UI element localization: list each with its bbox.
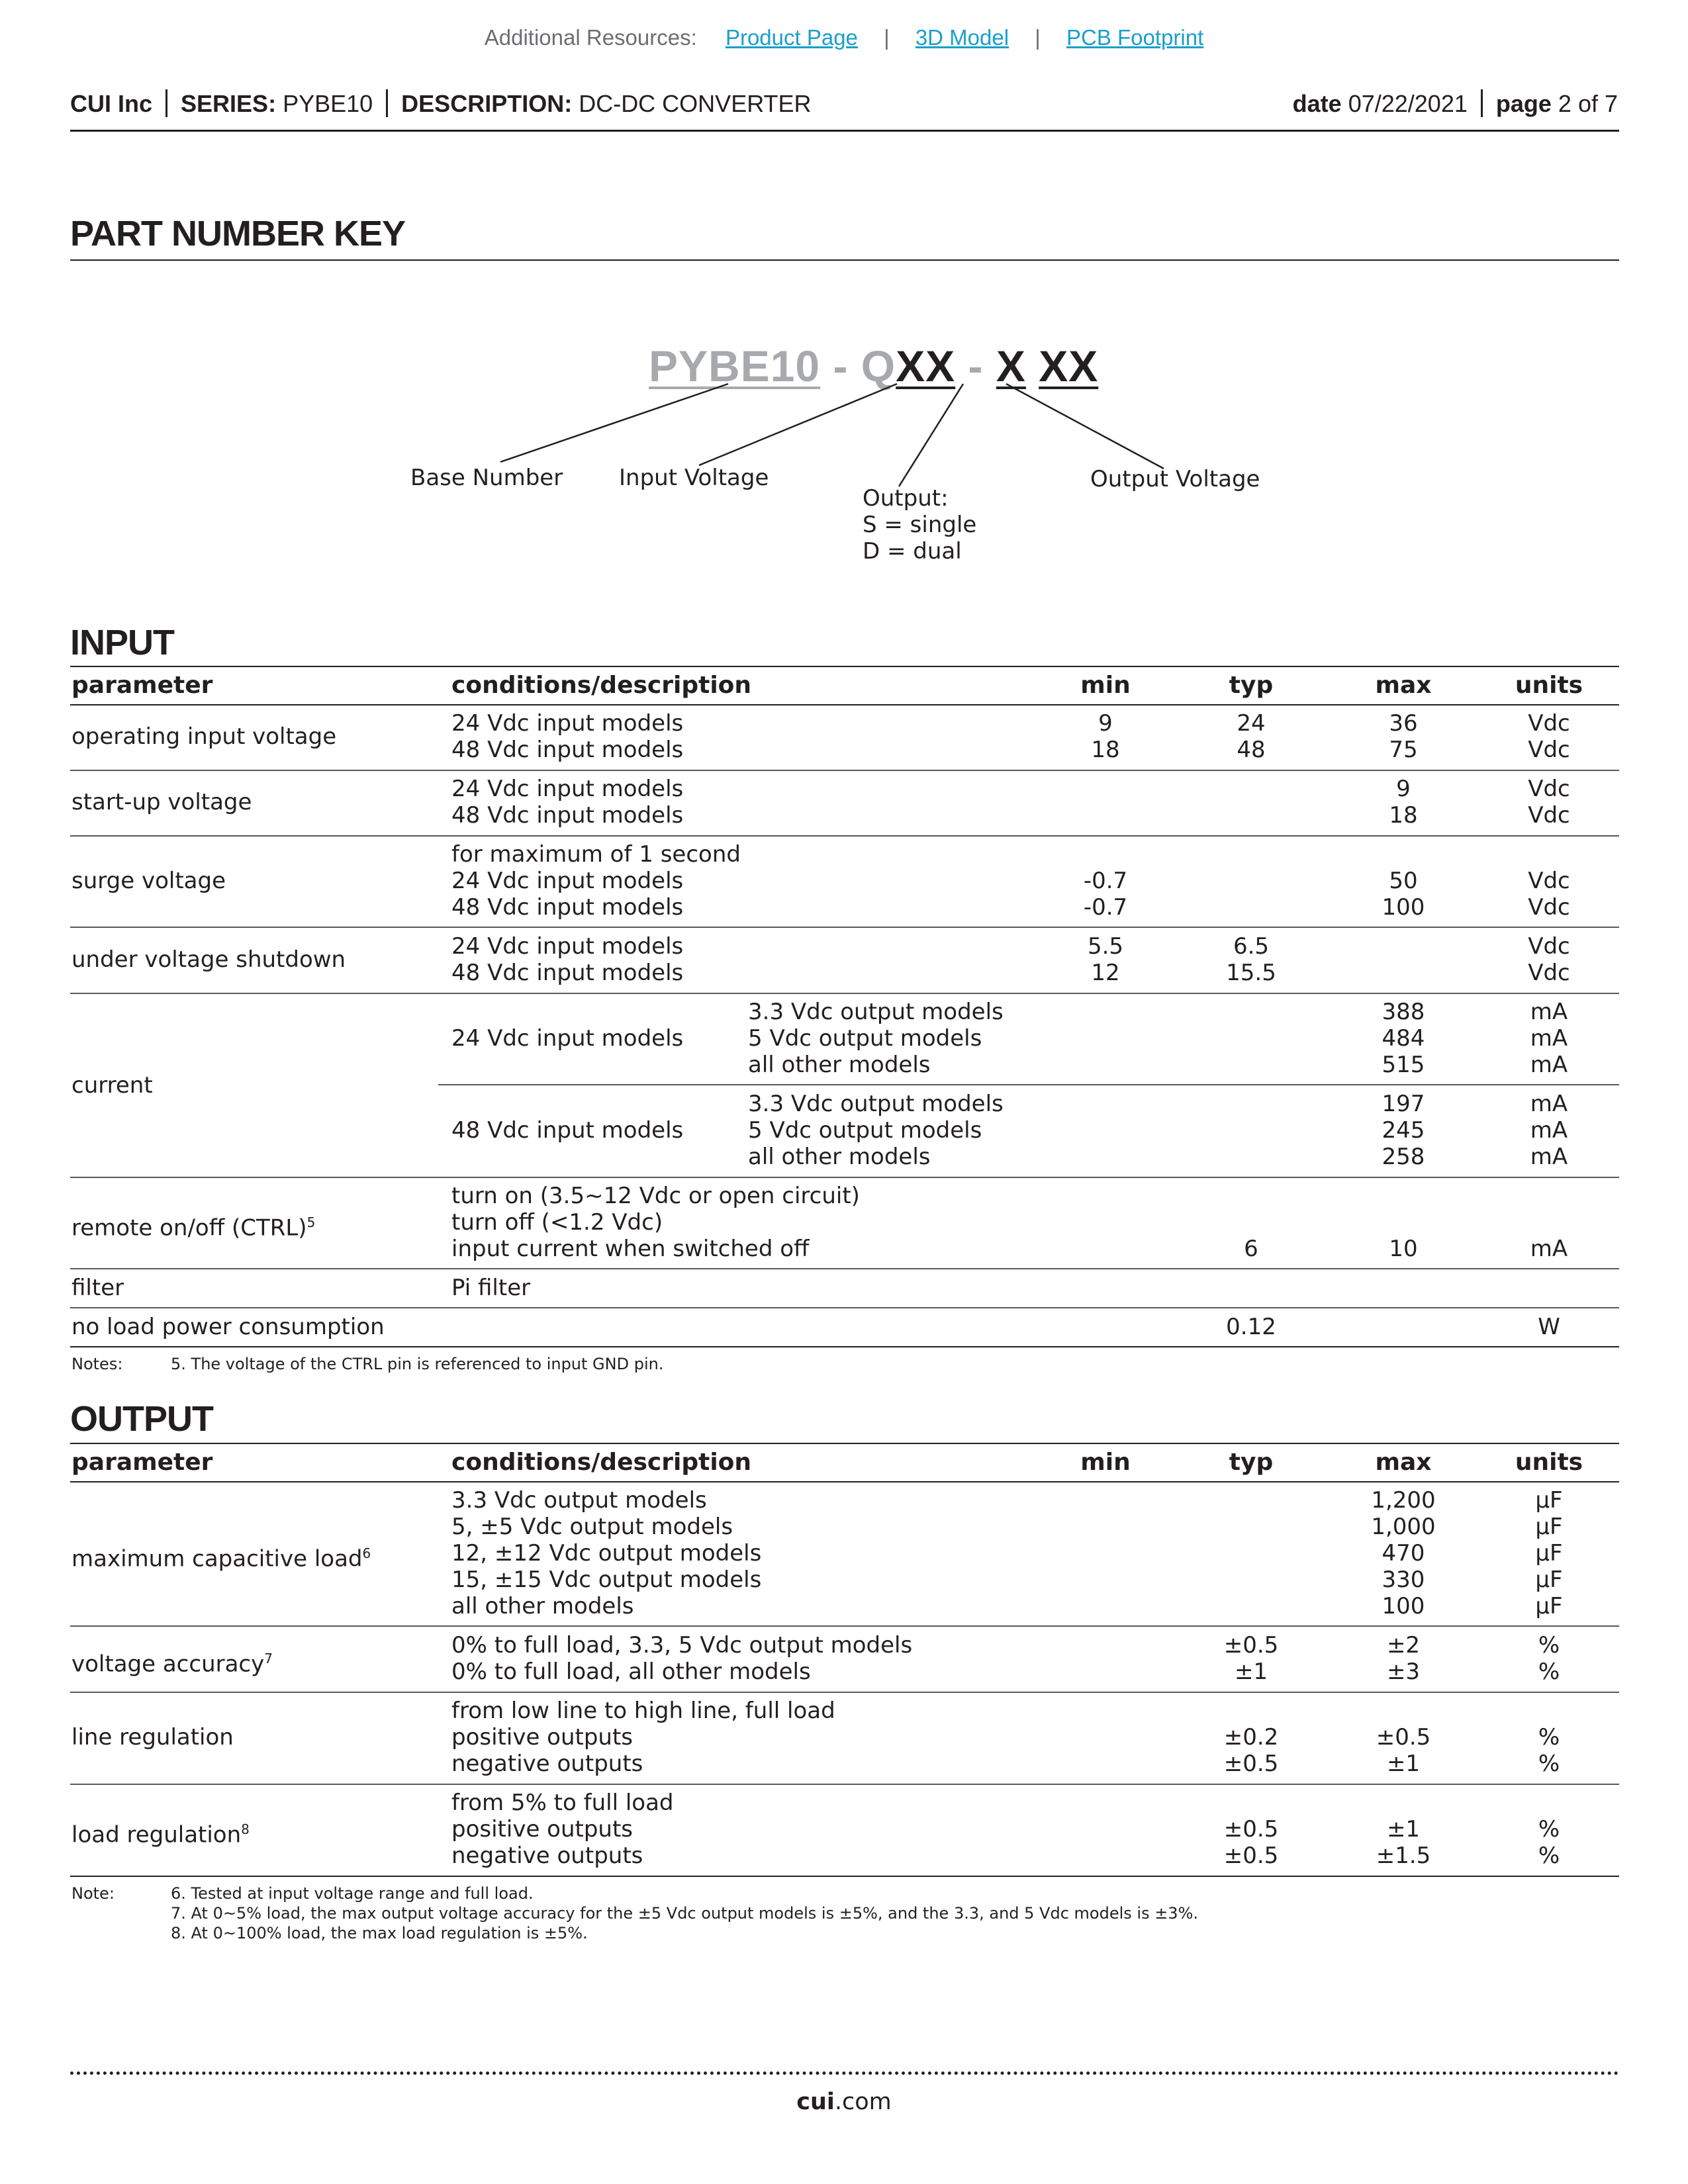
param-voltage-accuracy bbox=[71, 1645, 273, 1677]
cond-24v: 24 Vdc input models bbox=[451, 776, 684, 802]
unit-value: Vdc bbox=[1528, 737, 1570, 763]
min-value: -0.7 bbox=[1083, 894, 1128, 921]
unit-value: % bbox=[1538, 1816, 1560, 1843]
max-value: 36 bbox=[1389, 710, 1418, 737]
param-max-capacitive-load-text: maximum capacitive load bbox=[71, 1545, 363, 1572]
code-base: PYBE10 bbox=[649, 341, 821, 390]
cond-48v: 48 Vdc input models bbox=[451, 960, 684, 986]
code-output-x: X bbox=[996, 341, 1026, 390]
separator: | bbox=[1035, 25, 1041, 50]
row-rule bbox=[70, 704, 1619, 705]
unit-value: mA bbox=[1530, 999, 1568, 1025]
3d-model-link[interactable]: 3D Model bbox=[915, 25, 1009, 50]
unit-value: µF bbox=[1535, 1540, 1563, 1567]
page-label: page bbox=[1495, 90, 1552, 117]
note-7: 7. At 0~5% load, the max output voltage accuracy for the ±5 Vdc output models is ±5%, and the 3.3, and 5 Vdc models is ±3%. bbox=[171, 1904, 1199, 1923]
note-6: 6. Tested at input voltage range and full load. bbox=[171, 1884, 534, 1903]
label-base-number: Base Number bbox=[410, 465, 563, 491]
col-header-conditions: conditions/description bbox=[451, 1449, 752, 1476]
unit-value: Vdc bbox=[1528, 960, 1570, 986]
footnote-ref: 7 bbox=[264, 1651, 273, 1666]
cond-24v: 24 Vdc input models bbox=[451, 868, 684, 894]
footer-dotted-rule bbox=[70, 2071, 1619, 2075]
col-header-parameter: parameter bbox=[71, 1449, 213, 1476]
cond-positive: positive outputs bbox=[451, 1816, 633, 1843]
code-q: Q bbox=[861, 341, 896, 390]
series-value: PYBE10 bbox=[283, 90, 373, 117]
col-header-typ: typ bbox=[1229, 672, 1274, 699]
param-start-up-voltage: start-up voltage bbox=[71, 789, 252, 815]
col-header-parameter: parameter bbox=[71, 672, 213, 699]
footnote-ref: 5 bbox=[306, 1214, 316, 1230]
leader-line-input bbox=[699, 384, 897, 465]
max-value: 484 bbox=[1382, 1025, 1425, 1052]
subcond-5v: 5 Vdc output models bbox=[748, 1025, 982, 1052]
max-value: 515 bbox=[1382, 1052, 1425, 1078]
code-dash: - bbox=[820, 341, 861, 390]
param-under-voltage-shutdown: under voltage shutdown bbox=[71, 946, 346, 973]
max-value: 100 bbox=[1382, 1593, 1425, 1619]
max-value: 18 bbox=[1389, 802, 1418, 829]
col-header-typ: typ bbox=[1229, 1449, 1274, 1476]
cond-48v: 48 Vdc input models bbox=[451, 894, 684, 921]
row-rule bbox=[70, 1268, 1619, 1269]
param-operating-input-voltage: operating input voltage bbox=[71, 723, 337, 750]
typ-value: 6.5 bbox=[1233, 933, 1270, 960]
max-value: 100 bbox=[1382, 894, 1425, 921]
typ-value: ±0.2 bbox=[1223, 1724, 1279, 1751]
row-rule bbox=[70, 835, 1619, 837]
param-remote-on-off-text: remote on/off (CTRL) bbox=[71, 1214, 307, 1242]
param-load-regulation-text: load regulation bbox=[71, 1821, 242, 1848]
note-8: 8. At 0~100% load, the max load regulation is ±5%. bbox=[171, 1924, 588, 1942]
typ-value: 48 bbox=[1237, 737, 1266, 763]
subcond-other: all other models bbox=[748, 1144, 931, 1170]
cond-48v: 48 Vdc input models bbox=[451, 737, 684, 763]
row-rule bbox=[70, 1307, 1619, 1308]
col-header-units: units bbox=[1515, 1449, 1583, 1476]
typ-value: 15.5 bbox=[1226, 960, 1276, 986]
footnote-ref: 8 bbox=[241, 1821, 250, 1837]
cond-positive: positive outputs bbox=[451, 1724, 633, 1751]
description-value: DC-DC CONVERTER bbox=[579, 90, 812, 117]
max-value: ±3 bbox=[1386, 1659, 1421, 1685]
row-rule bbox=[70, 927, 1619, 928]
separator: | bbox=[884, 25, 890, 50]
company-name: CUI Inc bbox=[70, 90, 153, 117]
output-section-title: OUTPUT bbox=[70, 1399, 213, 1439]
col-header-units: units bbox=[1515, 672, 1583, 699]
leader-line-base bbox=[500, 384, 728, 462]
param-no-load-power: no load power consumption bbox=[71, 1314, 385, 1340]
typ-value: 24 bbox=[1237, 710, 1266, 737]
footnote-ref: 6 bbox=[362, 1545, 371, 1561]
unit-value: % bbox=[1538, 1724, 1560, 1751]
input-section-title: INPUT bbox=[70, 623, 174, 662]
section-rule bbox=[70, 666, 1619, 667]
max-value: 1,200 bbox=[1371, 1487, 1436, 1514]
code-outvolt-xx: XX bbox=[1039, 341, 1099, 390]
cond-other: all other models bbox=[451, 1593, 634, 1619]
footer-domain: .com bbox=[834, 2089, 892, 2115]
unit-value: % bbox=[1538, 1659, 1560, 1685]
section-rule bbox=[70, 1443, 1619, 1444]
min-value: 5.5 bbox=[1087, 933, 1124, 960]
code-input-xx: XX bbox=[896, 341, 956, 390]
typ-value: ±0.5 bbox=[1223, 1632, 1279, 1659]
cond-5v: 5, ±5 Vdc output models bbox=[451, 1514, 733, 1540]
footer-site[interactable] bbox=[0, 2089, 1688, 2115]
leader-line-outvolt bbox=[1006, 384, 1164, 469]
unit-value: W bbox=[1538, 1314, 1560, 1340]
col-header-min: min bbox=[1080, 1449, 1131, 1476]
cond-48v-group: 48 Vdc input models bbox=[451, 1117, 684, 1144]
param-filter: filter bbox=[71, 1275, 124, 1301]
cond-filter: Pi filter bbox=[451, 1275, 531, 1301]
row-rule bbox=[70, 1625, 1619, 1627]
unit-value: Vdc bbox=[1528, 776, 1570, 802]
cond-input-current-off: input current when switched off bbox=[451, 1236, 810, 1262]
cond-3v3-5v: 0% to full load, 3.3, 5 Vdc output models bbox=[451, 1632, 913, 1659]
cond-24v: 24 Vdc input models bbox=[451, 710, 684, 737]
min-value: -0.7 bbox=[1083, 868, 1128, 894]
resources-label: Additional Resources: bbox=[484, 25, 697, 50]
cond-12v: 12, ±12 Vdc output models bbox=[451, 1540, 762, 1567]
series-label: SERIES: bbox=[181, 90, 277, 117]
subcond-3v3: 3.3 Vdc output models bbox=[748, 999, 1004, 1025]
max-value: 388 bbox=[1382, 999, 1425, 1025]
label-output-voltage: Output Voltage bbox=[1090, 466, 1260, 492]
label-input-voltage: Input Voltage bbox=[619, 465, 769, 491]
product-page-link[interactable]: Product Page bbox=[725, 25, 858, 50]
min-value: 12 bbox=[1091, 960, 1120, 986]
subcond-5v: 5 Vdc output models bbox=[748, 1117, 982, 1144]
unit-value: Vdc bbox=[1528, 894, 1570, 921]
typ-value: ±1 bbox=[1234, 1659, 1268, 1685]
leader-line-output bbox=[899, 384, 963, 486]
unit-value: % bbox=[1538, 1751, 1560, 1777]
param-surge-voltage: surge voltage bbox=[71, 868, 226, 894]
typ-value: ±0.5 bbox=[1223, 1816, 1279, 1843]
col-header-conditions: conditions/description bbox=[451, 672, 752, 699]
row-rule bbox=[70, 770, 1619, 771]
max-value: 245 bbox=[1382, 1117, 1425, 1144]
unit-value: mA bbox=[1530, 1025, 1568, 1052]
code-dash: - bbox=[955, 341, 996, 390]
unit-value: mA bbox=[1530, 1052, 1568, 1078]
unit-value: mA bbox=[1530, 1117, 1568, 1144]
max-value: ±1 bbox=[1386, 1751, 1421, 1777]
unit-value: % bbox=[1538, 1632, 1560, 1659]
cond-negative: negative outputs bbox=[451, 1843, 643, 1869]
max-value: ±0.5 bbox=[1376, 1724, 1431, 1751]
unit-value: % bbox=[1538, 1843, 1560, 1869]
max-value: 75 bbox=[1389, 737, 1418, 763]
max-value: 470 bbox=[1382, 1540, 1425, 1567]
cond-negative: negative outputs bbox=[451, 1751, 643, 1777]
typ-value: 6 bbox=[1244, 1236, 1258, 1262]
cond-24v-group: 24 Vdc input models bbox=[451, 1025, 684, 1052]
col-header-min: min bbox=[1080, 672, 1131, 699]
date-value: 07/22/2021 bbox=[1348, 90, 1468, 117]
notes-label: Note: bbox=[71, 1884, 115, 1903]
subrow-rule bbox=[438, 1084, 1619, 1085]
unit-value: µF bbox=[1535, 1593, 1563, 1619]
typ-value: ±0.5 bbox=[1223, 1751, 1279, 1777]
row-rule bbox=[70, 1177, 1619, 1178]
min-value: 18 bbox=[1091, 737, 1120, 763]
row-rule bbox=[70, 1481, 1619, 1482]
param-max-capacitive-load bbox=[71, 1540, 371, 1572]
unit-value: µF bbox=[1535, 1514, 1563, 1540]
cond-24v: 24 Vdc input models bbox=[451, 933, 684, 960]
label-output-title: Output: bbox=[863, 485, 949, 512]
cond-line-range: from low line to high line, full load bbox=[451, 1698, 835, 1724]
date-label: date bbox=[1292, 90, 1342, 117]
unit-value: µF bbox=[1535, 1487, 1563, 1514]
col-header-max: max bbox=[1375, 1449, 1432, 1476]
part-number-leader-lines bbox=[0, 0, 1688, 596]
cond-turn-on: turn on (3.5~12 Vdc or open circuit) bbox=[451, 1183, 860, 1209]
label-output-dual: D = dual bbox=[863, 538, 962, 565]
typ-value: ±0.5 bbox=[1223, 1843, 1279, 1869]
unit-value: µF bbox=[1535, 1567, 1563, 1593]
page-value: 2 of 7 bbox=[1558, 90, 1618, 117]
max-value: 330 bbox=[1382, 1567, 1425, 1593]
row-rule bbox=[70, 1876, 1619, 1877]
unit-value: Vdc bbox=[1528, 933, 1570, 960]
footer-brand: cui bbox=[796, 2089, 835, 2115]
param-remote-on-off bbox=[71, 1209, 315, 1241]
col-header-max: max bbox=[1375, 672, 1432, 699]
max-value: 197 bbox=[1382, 1091, 1425, 1117]
min-value: 9 bbox=[1098, 710, 1113, 737]
subcond-other: all other models bbox=[748, 1052, 931, 1078]
max-value: ±1 bbox=[1386, 1816, 1421, 1843]
param-load-regulation bbox=[71, 1816, 250, 1848]
max-value: 1,000 bbox=[1371, 1514, 1436, 1540]
part-number-key-title: PART NUMBER KEY bbox=[70, 214, 406, 253]
unit-value: Vdc bbox=[1528, 802, 1570, 829]
param-voltage-accuracy-text: voltage accuracy bbox=[71, 1651, 265, 1678]
subcond-3v3: 3.3 Vdc output models bbox=[748, 1091, 1004, 1117]
max-value: 50 bbox=[1389, 868, 1418, 894]
note-5: 5. The voltage of the CTRL pin is referenced to input GND pin. bbox=[171, 1355, 664, 1373]
max-value: ±2 bbox=[1386, 1632, 1421, 1659]
cond-15v: 15, ±15 Vdc output models bbox=[451, 1567, 762, 1593]
cond-surge-duration: for maximum of 1 second bbox=[451, 841, 741, 868]
label-output-single: S = single bbox=[863, 512, 977, 538]
typ-value: 0.12 bbox=[1226, 1314, 1276, 1340]
cond-other: 0% to full load, all other models bbox=[451, 1659, 811, 1685]
cond-3v3: 3.3 Vdc output models bbox=[451, 1487, 707, 1514]
unit-value: Vdc bbox=[1528, 710, 1570, 737]
cond-load-range: from 5% to full load bbox=[451, 1790, 674, 1816]
param-line-regulation: line regulation bbox=[71, 1724, 234, 1751]
pcb-footprint-link[interactable]: PCB Footprint bbox=[1066, 25, 1204, 50]
max-value: 258 bbox=[1382, 1144, 1425, 1170]
unit-value: Vdc bbox=[1528, 868, 1570, 894]
max-value: ±1.5 bbox=[1376, 1843, 1431, 1869]
max-value: 9 bbox=[1396, 776, 1411, 802]
description-label: DESCRIPTION: bbox=[401, 90, 573, 117]
row-rule bbox=[70, 1692, 1619, 1693]
param-current: current bbox=[71, 1072, 153, 1099]
row-rule bbox=[70, 993, 1619, 994]
notes-label: Notes: bbox=[71, 1355, 123, 1373]
max-value: 10 bbox=[1389, 1236, 1418, 1262]
unit-value: mA bbox=[1530, 1144, 1568, 1170]
cond-turn-off: turn off (<1.2 Vdc) bbox=[451, 1209, 663, 1236]
row-rule bbox=[70, 1346, 1619, 1347]
unit-value: mA bbox=[1530, 1091, 1568, 1117]
row-rule bbox=[70, 1784, 1619, 1785]
cond-48v: 48 Vdc input models bbox=[451, 802, 684, 829]
unit-value: mA bbox=[1530, 1236, 1568, 1262]
